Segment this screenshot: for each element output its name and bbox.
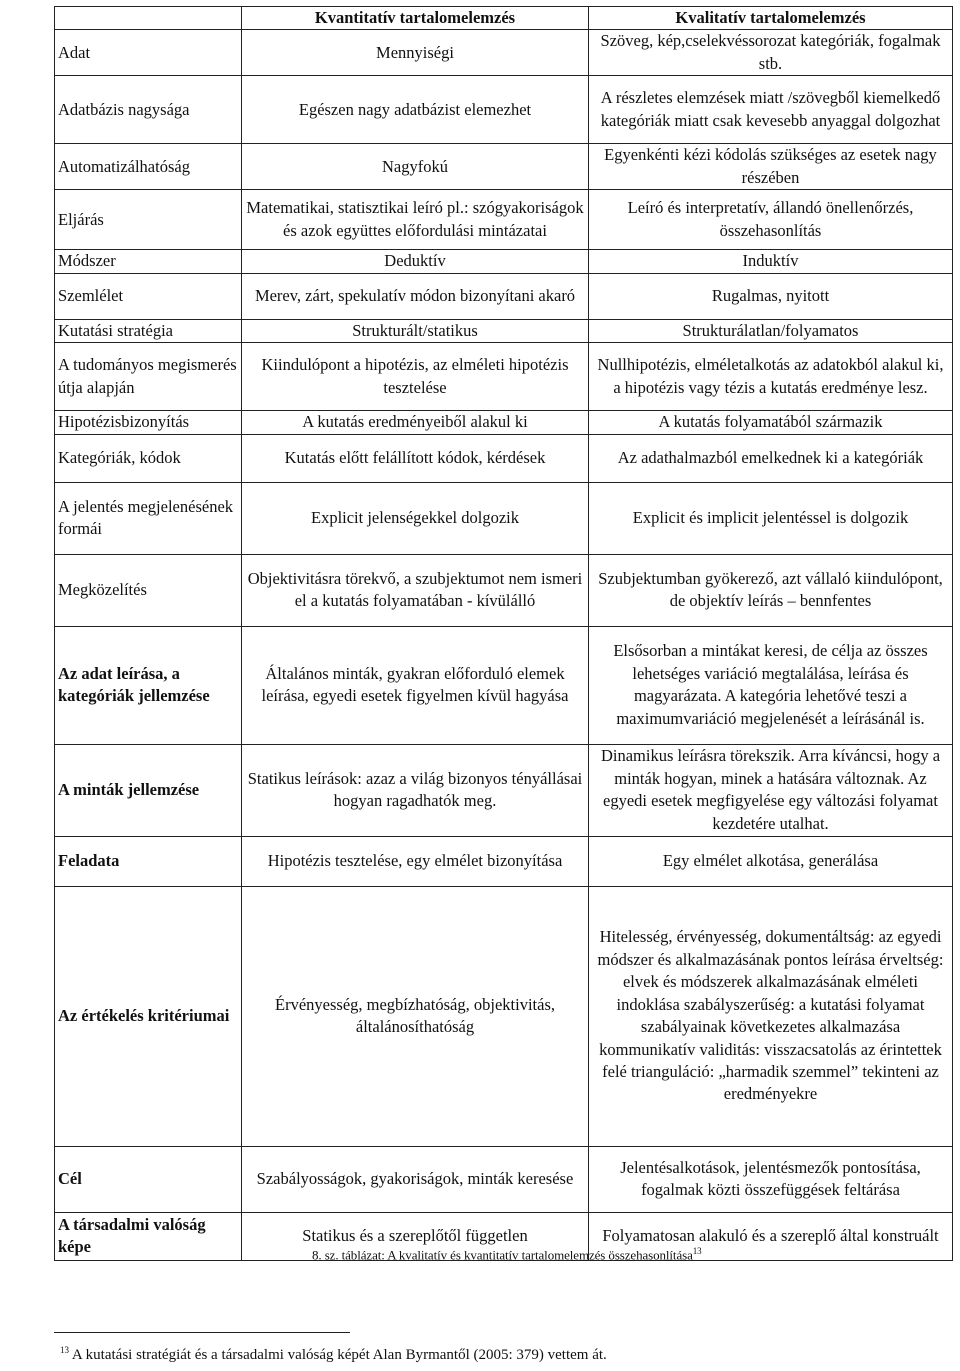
qualitative-cell: Elsősorban a mintákat keresi, de célja az összes lehetséges variáció megtalálása, leírása és magyarázata. A kategória lehetővé teszi a maximumvariáció megjelenését a leírásánál is. [589,626,953,744]
quantitative-cell: Merev, zárt, spekulatív módon bizonyítani akaró [242,273,589,319]
quantitative-cell: Hipotézis tesztelése, egy elmélet bizonyítása [242,836,589,886]
quantitative-cell: Statikus leírások: azaz a világ bizonyos tényállásai hogyan ragadhatók meg. [242,744,589,836]
quantitative-cell: Általános minták, gyakran előforduló elemek leírása, egyedi esetek figyelmen kívül hagyása [242,626,589,744]
row-label: A társadalmi valóság képe [55,1212,242,1260]
quantitative-cell: Érvényesség, megbízhatóság, objektivitás, általánosíthatóság [242,886,589,1146]
quantitative-cell: Matematikai, statisztikai leíró pl.: szógyakoriságok és azok együttes előfordulási mintázatai [242,190,589,250]
row-label: Hipotézisbizonyítás [55,411,242,434]
qualitative-cell: Hitelesség, érvényesség, dokumentáltság: az egyedi módszer és alkalmazásának pontos leírása érveltség: elvek és módszerek alkalmazásának elméleti indoklása szabályszerűség: a kutatási folyamat szabályainak következetes alkalmazása kommunikatív validitás: visszacsatolás az érintettek felé trianguláció: „harmadik szemmel” tekinteni az eredményekre [589,886,953,1146]
row-label: A minták jellemzése [55,744,242,836]
table-row [55,482,953,554]
qualitative-cell: Induktív [589,250,953,273]
qualitative-cell: Rugalmas, nyitott [589,273,953,319]
table-row [55,250,953,273]
qualitative-cell: Az adathalmazból emelkednek ki a kategóriák [589,434,953,482]
quantitative-cell: Nagyfokú [242,144,589,190]
row-label: Megközelítés [55,554,242,626]
table-row [55,886,953,1146]
row-label: A jelentés megjelenésének formái [55,482,242,554]
qualitative-cell: A kutatás folyamatából származik [589,411,953,434]
qualitative-cell: Jelentésalkotások, jelentésmezők pontosítása, fogalmak közti összefüggések feltárása [589,1146,953,1212]
header-blank-cell [55,7,242,30]
quantitative-cell: Mennyiségi [242,30,589,76]
qualitative-cell: Leíró és interpretatív, állandó önellenőrzés, összehasonlítás [589,190,953,250]
row-label: Az adat leírása, a kategóriák jellemzése [55,626,242,744]
quantitative-cell: Kutatás előtt felállított kódok, kérdések [242,434,589,482]
quantitative-cell: Strukturált/statikus [242,319,589,342]
caption-text: 8. sz. táblázat: A kvalitatív és kvantitatív tartalomelemzés összehasonlítása [312,1247,693,1263]
footnote-mark: 13 [60,1345,69,1355]
quantitative-cell: Statikus és a szereplőtől független [242,1212,589,1260]
qualitative-cell: Dinamikus leírásra törekszik. Arra kíváncsi, hogy a minták hogyan, minek a hatására változnak. Az egyedi esetek megfigyelése egy változási folyamat kezdetére utalhat. [589,744,953,836]
qualitative-cell: A részletes elemzések miatt /szövegből kiemelkedő kategóriák miatt csak kevesebb anyaggal dolgozhat [589,76,953,144]
table-row [55,30,953,76]
row-label: Adat [55,30,242,76]
row-label: Kutatási stratégia [55,319,242,342]
row-label: Automatizálhatóság [55,144,242,190]
quantitative-cell: Explicit jelenségekkel dolgozik [242,482,589,554]
header-qualitative: Kvalitatív tartalomelemzés [589,7,953,30]
footnote-text: A kutatási stratégiát és a társadalmi valóság képét Alan Byrmantől (2005: 379) vettem át. [69,1347,607,1363]
table-row [55,273,953,319]
qualitative-cell: Strukturálatlan/folyamatos [589,319,953,342]
table-row [55,836,953,886]
table-row [55,319,953,342]
table-body [55,30,953,1263]
comparison-table [54,6,953,1261]
table-row [55,744,953,836]
qualitative-cell: Egyenkénti kézi kódolás szükséges az esetek nagy részében [589,144,953,190]
table-row [55,1146,953,1212]
qualitative-cell: Egy elmélet alkotása, generálása [589,836,953,886]
row-label: Módszer [55,250,242,273]
table-row [55,190,953,250]
row-label: Kategóriák, kódok [55,434,242,482]
qualitative-cell: Szöveg, kép,cselekvéssorozat kategóriák, fogalmak stb. [589,30,953,76]
row-label: Az értékelés kritériumai [55,886,242,1146]
qualitative-cell: Folyamatosan alakuló és a szereplő által konstruált [589,1212,953,1260]
table-row [55,554,953,626]
row-label: Feladata [55,836,242,886]
table-row [55,76,953,144]
quantitative-cell: A kutatás eredményeiből alakul ki [242,411,589,434]
qualitative-cell: Nullhipotézis, elméletalkotás az adatokból alakul ki, a hipotézis vagy tézis a kutatás eredménye lesz. [589,343,953,411]
row-label: Adatbázis nagysága [55,76,242,144]
table-row [55,411,953,434]
quantitative-cell: Kiindulópont a hipotézis, az elméleti hipotézis tesztelése [242,343,589,411]
table-row [55,144,953,190]
footnote-divider [54,1332,350,1333]
table-caption [312,1246,702,1263]
table-row [55,626,953,744]
row-label: Szemlélet [55,273,242,319]
quantitative-cell: Objektivitásra törekvő, a szubjektumot nem ismeri el a kutatás folyamatában - kívülálló [242,554,589,626]
quantitative-cell: Szabályosságok, gyakoriságok, minták keresése [242,1146,589,1212]
row-label: A tudományos megismerés útja alapján [55,343,242,411]
caption-footnote-mark: 13 [692,1246,702,1256]
quantitative-cell: Deduktív [242,250,589,273]
row-label: Eljárás [55,190,242,250]
table-row [55,434,953,482]
header-quantitative: Kvantitatív tartalomelemzés [242,7,589,30]
table-header-row [55,7,953,30]
qualitative-cell: Explicit és implicit jelentéssel is dolgozik [589,482,953,554]
row-label: Cél [55,1146,242,1212]
footnote [60,1345,607,1364]
table-row [55,343,953,411]
quantitative-cell: Egészen nagy adatbázist elemezhet [242,76,589,144]
qualitative-cell: Szubjektumban gyökerező, azt vállaló kiindulópont, de objektív leírás – bennfentes [589,554,953,626]
